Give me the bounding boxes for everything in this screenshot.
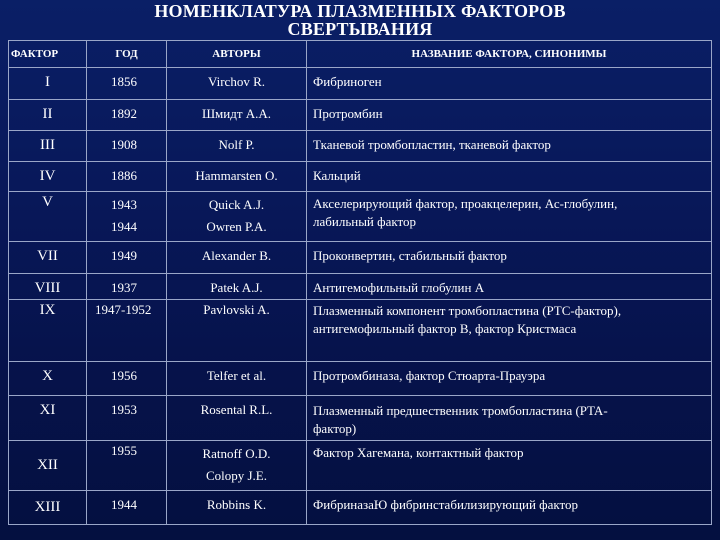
name-cell: Протромбин <box>307 100 712 131</box>
name-line: лабильный фактор <box>313 214 416 229</box>
name-line: антигемофильный фактор В, фактор Кристмаса <box>313 321 577 336</box>
year-cell: 1947-1952 <box>87 300 167 362</box>
name-cell: Кальций <box>307 162 712 192</box>
header-factor: ФАКТОР <box>9 41 87 68</box>
factor-cell: XI <box>9 396 87 441</box>
name-cell <box>307 192 712 242</box>
year-cell: 1856 <box>87 68 167 100</box>
name-line: Плазменный предшественник тромбопластина (PTA- <box>313 403 608 418</box>
table-row <box>9 362 712 396</box>
name-cell <box>307 300 712 362</box>
authors-cell: Virchov R. <box>167 68 307 100</box>
authors-cell: Шмидт А.А. <box>167 100 307 131</box>
authors-cell: Telfer et al. <box>167 362 307 396</box>
year-cell: 1955 <box>87 441 167 491</box>
table-row <box>9 68 712 100</box>
author-line: Owren P.A. <box>206 219 267 234</box>
factor-cell: XIII <box>9 491 87 525</box>
authors-cell: Pavlovski A. <box>167 300 307 362</box>
name-cell: Тканевой тромбопластин, тканевой фактор <box>307 131 712 162</box>
name-cell: Фактор Хагемана, контактный фактор <box>307 441 712 491</box>
year-cell: 1953 <box>87 396 167 441</box>
authors-cell: Hammarsten O. <box>167 162 307 192</box>
year-cell: 1949 <box>87 242 167 274</box>
table-row <box>9 242 712 274</box>
table-row <box>9 162 712 192</box>
name-line: Акселерирующий фактор, проакцелерин, Ас-глобулин, <box>313 196 618 211</box>
name-cell: ФибриназаЮ фибринстабилизирующий фактор <box>307 491 712 525</box>
table-row <box>9 192 712 242</box>
year-line: 1944 <box>111 219 137 234</box>
title-line-1: НОМЕНКЛАТУРА ПЛАЗМЕННЫХ ФАКТОРОВ <box>154 1 566 21</box>
table-row <box>9 131 712 162</box>
factor-cell: I <box>9 68 87 100</box>
factor-cell: II <box>9 100 87 131</box>
name-cell: Протромбиназа, фактор Стюарта-Прауэра <box>307 362 712 396</box>
year-cell <box>87 192 167 242</box>
table-header-row <box>9 41 712 68</box>
author-line: Ratnoff O.D. <box>202 446 271 461</box>
table-row <box>9 274 712 300</box>
year-cell: 1956 <box>87 362 167 396</box>
author-line: Colopy J.E. <box>205 468 268 483</box>
year-cell: 1886 <box>87 162 167 192</box>
table-row <box>9 100 712 131</box>
table-row <box>9 491 712 525</box>
page-title <box>60 2 660 38</box>
factor-cell: VII <box>9 242 87 274</box>
factor-cell: XII <box>9 441 87 491</box>
year-cell: 1937 <box>87 274 167 300</box>
authors-cell: Nolf P. <box>167 131 307 162</box>
table-row <box>9 441 712 491</box>
table-row <box>9 300 712 362</box>
name-line: фактор) <box>313 421 357 436</box>
header-name: НАЗВАНИЕ ФАКТОРА, СИНОНИМЫ <box>307 41 712 68</box>
name-cell: Фибриноген <box>307 68 712 100</box>
name-cell: Проконвертин, стабильный фактор <box>307 242 712 274</box>
year-cell: 1892 <box>87 100 167 131</box>
year-cell: 1944 <box>87 491 167 525</box>
name-cell: Антигемофильный глобулин А <box>307 274 712 300</box>
authors-cell: Alexander B. <box>167 242 307 274</box>
year-cell: 1908 <box>87 131 167 162</box>
authors-cell: Patek A.J. <box>167 274 307 300</box>
title-line-2: СВЕРТЫВАНИЯ <box>287 19 433 39</box>
authors-cell <box>167 192 307 242</box>
factor-cell: X <box>9 362 87 396</box>
factor-cell: V <box>9 192 87 242</box>
authors-cell: Robbins K. <box>167 491 307 525</box>
factors-table <box>8 40 712 525</box>
authors-cell: Rosental R.L. <box>167 396 307 441</box>
header-year: ГОД <box>87 41 167 68</box>
name-cell <box>307 396 712 441</box>
factor-cell: IV <box>9 162 87 192</box>
header-authors: АВТОРЫ <box>167 41 307 68</box>
factor-cell: VIII <box>9 274 87 300</box>
factor-cell: III <box>9 131 87 162</box>
table-row <box>9 396 712 441</box>
authors-cell <box>167 441 307 491</box>
author-line: Quick A.J. <box>208 197 265 212</box>
factor-cell: IX <box>9 300 87 362</box>
year-line: 1943 <box>111 197 137 212</box>
name-line: Плазменный компонент тромбопластина (PTC-фактор), <box>313 303 622 318</box>
